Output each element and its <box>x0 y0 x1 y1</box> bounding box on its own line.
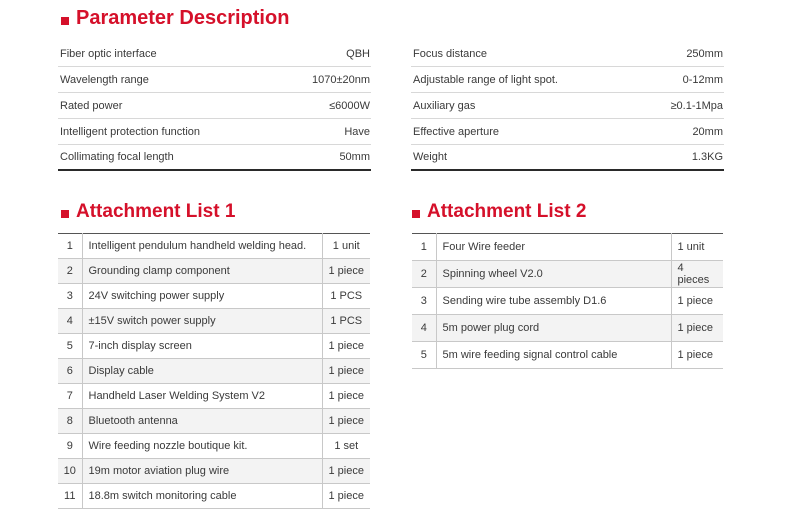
item-number: 2 <box>58 259 82 284</box>
spec-label: Auxiliary gas <box>413 99 476 112</box>
square-bullet-icon <box>61 210 69 218</box>
attachment-list-2-title: Attachment List 2 <box>427 201 587 222</box>
spec-value: ≤6000W <box>329 99 370 112</box>
table-row <box>412 261 723 288</box>
parameter-description-title: Parameter Description <box>76 7 290 29</box>
item-number: 2 <box>412 261 436 288</box>
item-number: 10 <box>58 459 82 484</box>
square-bullet-icon <box>61 17 69 25</box>
attachment-list-1-table <box>58 233 370 509</box>
spec-label: Focus distance <box>413 48 487 60</box>
item-quantity: 1 unit <box>322 234 370 259</box>
item-name: 24V switching power supply <box>82 284 322 309</box>
table-row <box>58 484 370 509</box>
attachment-list-1-heading <box>61 201 235 223</box>
spec-row <box>58 145 371 171</box>
item-name: Wire feeding nozzle boutique kit. <box>82 434 322 459</box>
table-row <box>58 309 370 334</box>
spec-table-left <box>58 41 371 171</box>
table-row <box>58 334 370 359</box>
item-quantity: 1 piece <box>322 259 370 284</box>
item-quantity: 1 piece <box>322 459 370 484</box>
item-quantity: 1 piece <box>322 359 370 384</box>
spec-label: Fiber optic interface <box>60 48 157 60</box>
item-number: 9 <box>58 434 82 459</box>
item-number: 5 <box>58 334 82 359</box>
item-quantity: 1 piece <box>322 484 370 509</box>
spec-table-right <box>411 41 724 171</box>
spec-row <box>411 119 724 145</box>
table-row <box>58 459 370 484</box>
square-bullet-icon <box>412 210 420 218</box>
item-quantity: 1 piece <box>322 409 370 434</box>
spec-row <box>411 67 724 93</box>
spec-value: QBH <box>346 48 370 60</box>
item-name: Sending wire tube assembly D1.6 <box>436 288 671 315</box>
item-name: Four Wire feeder <box>436 234 671 261</box>
item-number: 5 <box>412 342 436 369</box>
spec-row <box>411 93 724 119</box>
table-row <box>58 284 370 309</box>
attachment-list-2-table <box>412 233 723 369</box>
spec-value: Have <box>344 125 370 138</box>
table-row <box>58 434 370 459</box>
item-name: Grounding clamp component <box>82 259 322 284</box>
spec-value: 0-12mm <box>682 73 723 86</box>
spec-row <box>58 67 371 93</box>
table-row <box>412 234 723 261</box>
table-row <box>412 288 723 315</box>
spec-value: 20mm <box>692 125 723 138</box>
item-number: 3 <box>412 288 436 315</box>
item-quantity: 1 piece <box>322 334 370 359</box>
item-quantity: 1 piece <box>671 342 723 369</box>
spec-value: 50mm <box>339 151 370 163</box>
spec-row <box>411 145 724 171</box>
item-quantity: 1 piece <box>671 288 723 315</box>
spec-row <box>58 93 371 119</box>
item-number: 7 <box>58 384 82 409</box>
spec-value: 250mm <box>686 48 723 60</box>
item-number: 3 <box>58 284 82 309</box>
spec-row <box>58 119 371 145</box>
spec-row <box>411 41 724 67</box>
item-number: 1 <box>58 234 82 259</box>
attachment-list-2-heading <box>412 201 586 223</box>
item-quantity: 1 piece <box>322 384 370 409</box>
spec-label: Effective aperture <box>413 125 500 138</box>
parameter-description-heading <box>61 7 289 30</box>
spec-label: Wavelength range <box>60 73 149 86</box>
table-row <box>412 342 723 369</box>
item-name: Display cable <box>82 359 322 384</box>
item-number: 1 <box>412 234 436 261</box>
table-row <box>412 315 723 342</box>
item-name: Handheld Laser Welding System V2 <box>82 384 322 409</box>
item-name: ±15V switch power supply <box>82 309 322 334</box>
spec-label: Rated power <box>60 99 123 112</box>
item-quantity: 1 set <box>322 434 370 459</box>
item-name: 5m power plug cord <box>436 315 671 342</box>
item-name: Bluetooth antenna <box>82 409 322 434</box>
spec-value: ≥0.1-1Mpa <box>670 99 723 112</box>
item-number: 4 <box>58 309 82 334</box>
item-name: 7-inch display screen <box>82 334 322 359</box>
spec-label: Intelligent protection function <box>60 125 201 138</box>
item-name: 19m motor aviation plug wire <box>82 459 322 484</box>
item-number: 4 <box>412 315 436 342</box>
item-quantity: 1 unit <box>671 234 723 261</box>
item-name: 18.8m switch monitoring cable <box>82 484 322 509</box>
item-number: 8 <box>58 409 82 434</box>
table-row <box>58 359 370 384</box>
item-quantity: 1 piece <box>671 315 723 342</box>
item-name: Intelligent pendulum handheld welding head. <box>82 234 322 259</box>
item-number: 6 <box>58 359 82 384</box>
table-row <box>58 259 370 284</box>
spec-row <box>58 41 371 67</box>
item-name: 5m wire feeding signal control cable <box>436 342 671 369</box>
spec-value: 1.3KG <box>691 151 723 163</box>
item-quantity: 1 PCS <box>322 284 370 309</box>
spec-value: 1070±20nm <box>311 73 370 86</box>
spec-label: Collimating focal length <box>60 151 174 163</box>
item-name: Spinning wheel V2.0 <box>436 261 671 288</box>
table-row <box>58 234 370 259</box>
item-number: 11 <box>58 484 82 509</box>
spec-label: Weight <box>413 151 448 163</box>
table-row <box>58 384 370 409</box>
spec-label: Adjustable range of light spot. <box>413 73 558 86</box>
table-row <box>58 409 370 434</box>
attachment-list-1-title: Attachment List 1 <box>76 201 236 222</box>
item-quantity: 1 PCS <box>322 309 370 334</box>
item-quantity: 4 pieces <box>671 261 723 288</box>
